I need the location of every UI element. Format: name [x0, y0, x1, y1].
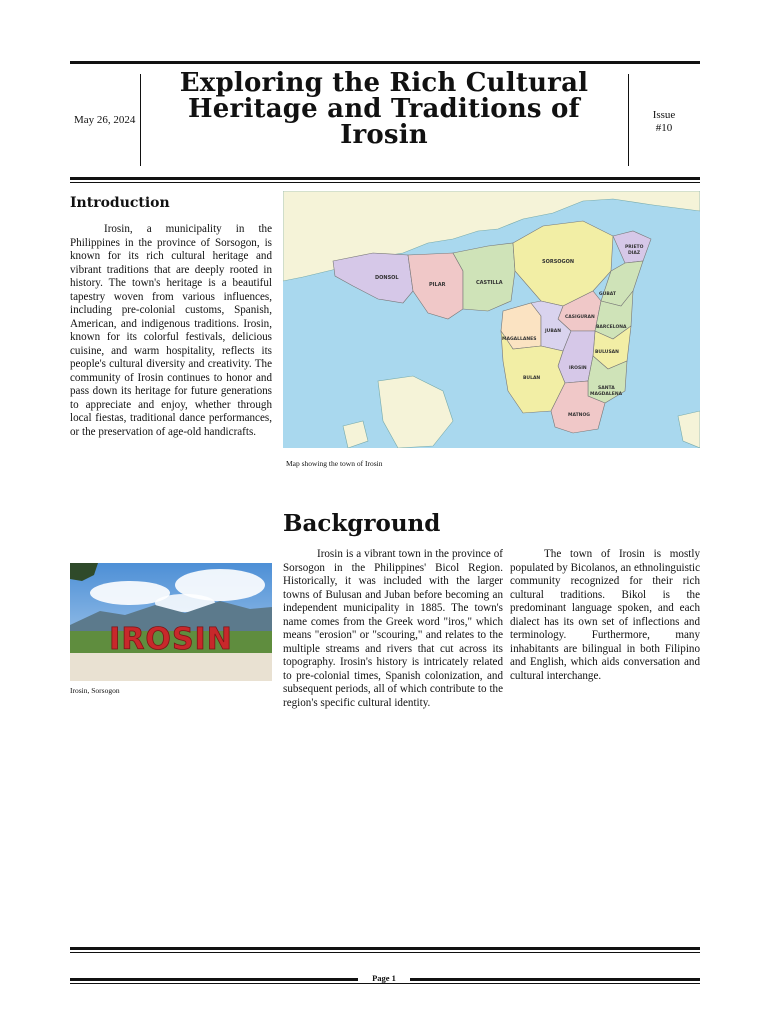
footer-top-rule-thin	[70, 952, 700, 953]
photo-caption: Irosin, Sorsogon	[70, 686, 120, 695]
introduction-body: Irosin, a municipality in the Philippines in the province of Sorsogon, is known for its rich cultural heritage and vibrant traditions that are deeply rooted in history. The town's heritage is a beautiful tapestry woven from various influences, including pre-colonial customs, Spanish, American, and indigenous traditions. Irosin, known for its colorful festivals, delicious cuisine, and warm hospitality, reflects its people's cultural diversity and creativity. The community of Irosin continues to honor and pass down its heritage for future generations to appreciate and enjoy, whether through local fiestas, traditional dance performances, or the preservation of age-old handicrafts.	[70, 223, 272, 438]
map-label-irosin: IROSIN	[569, 366, 587, 371]
photo-sign-letters: IROSIN	[109, 622, 233, 657]
introduction-heading: Introduction	[70, 195, 170, 211]
page-number: Page 1	[358, 973, 410, 983]
background-heading: Background	[283, 510, 441, 537]
header-top-rule	[70, 61, 700, 64]
map-label-sorsogon: SORSOGON	[542, 259, 575, 265]
footer-top-rule-thick	[70, 947, 700, 950]
map-label-casiguran: CASIGURAN	[565, 315, 595, 320]
map-label-juban: JUBAN	[545, 329, 562, 334]
sorsogon-map	[283, 191, 700, 448]
map-label-matnog: MATNOG	[568, 413, 590, 418]
photo-plaza	[70, 653, 272, 681]
issue-date: May 26, 2024	[74, 114, 136, 126]
header-bottom-rule-thick	[70, 177, 700, 180]
header-right-divider	[628, 74, 629, 166]
background-column-1: Irosin is a vibrant town in the province of Sorsogon in the Philippines' Bicol Region. Historically, it was included with the larger towns of Bulusan and Juban before becoming an independent municipality in 1885. The town's name comes from the Greek word "iros," which means "erosion" or "scouring," and relates to the multiple streams and rivers that cut across its topography. Irosin's history is intricately related to pre-colonial times, Spanish colonization, and subsequent periods, all of which contribute to the region's specific cultural identity.	[283, 548, 503, 709]
map-label-bulan: BULAN	[523, 376, 541, 381]
map-label-castilla: CASTILLA	[476, 280, 503, 286]
page-title: Exploring the Rich Cultural Heritage and Traditions of Irosin	[179, 68, 589, 150]
map-caption: Map showing the town of Irosin	[286, 459, 383, 468]
map-label-donsol: DONSOL	[375, 275, 399, 281]
map-label-magallanes: MAGALLANES	[502, 337, 537, 342]
map-label-prieto: PRIETO	[625, 245, 644, 250]
map-label-diaz: DIAZ	[628, 251, 641, 256]
footer-bottom-rule-thin	[70, 983, 700, 984]
header-bottom-rule-thin	[70, 182, 700, 183]
map-label-pilar: PILAR	[429, 282, 446, 288]
map-label-bulusan: BULUSAN	[595, 350, 619, 355]
issue-number: Issue #10	[652, 109, 676, 134]
map-label-barcelona: BARCELONA	[596, 325, 627, 330]
irosin-sign-photo	[70, 563, 272, 681]
header-left-divider	[140, 74, 141, 166]
background-column-2: The town of Irosin is mostly populated by Bicolanos, an ethnolinguistic community recognized for their rich cultural traditions. Bikol is the predominant language spoken, and each dialect has its own set of inflections and terminology. Furthermore, many inhabitants are bilingual in both Filipino and English, which aids conversation and cultural interchange.	[510, 548, 700, 682]
map-label-magdalena: MAGDALENA	[590, 392, 623, 397]
map-label-gubat: GUBAT	[599, 292, 616, 297]
map-label-santa: SANTA	[598, 386, 615, 391]
